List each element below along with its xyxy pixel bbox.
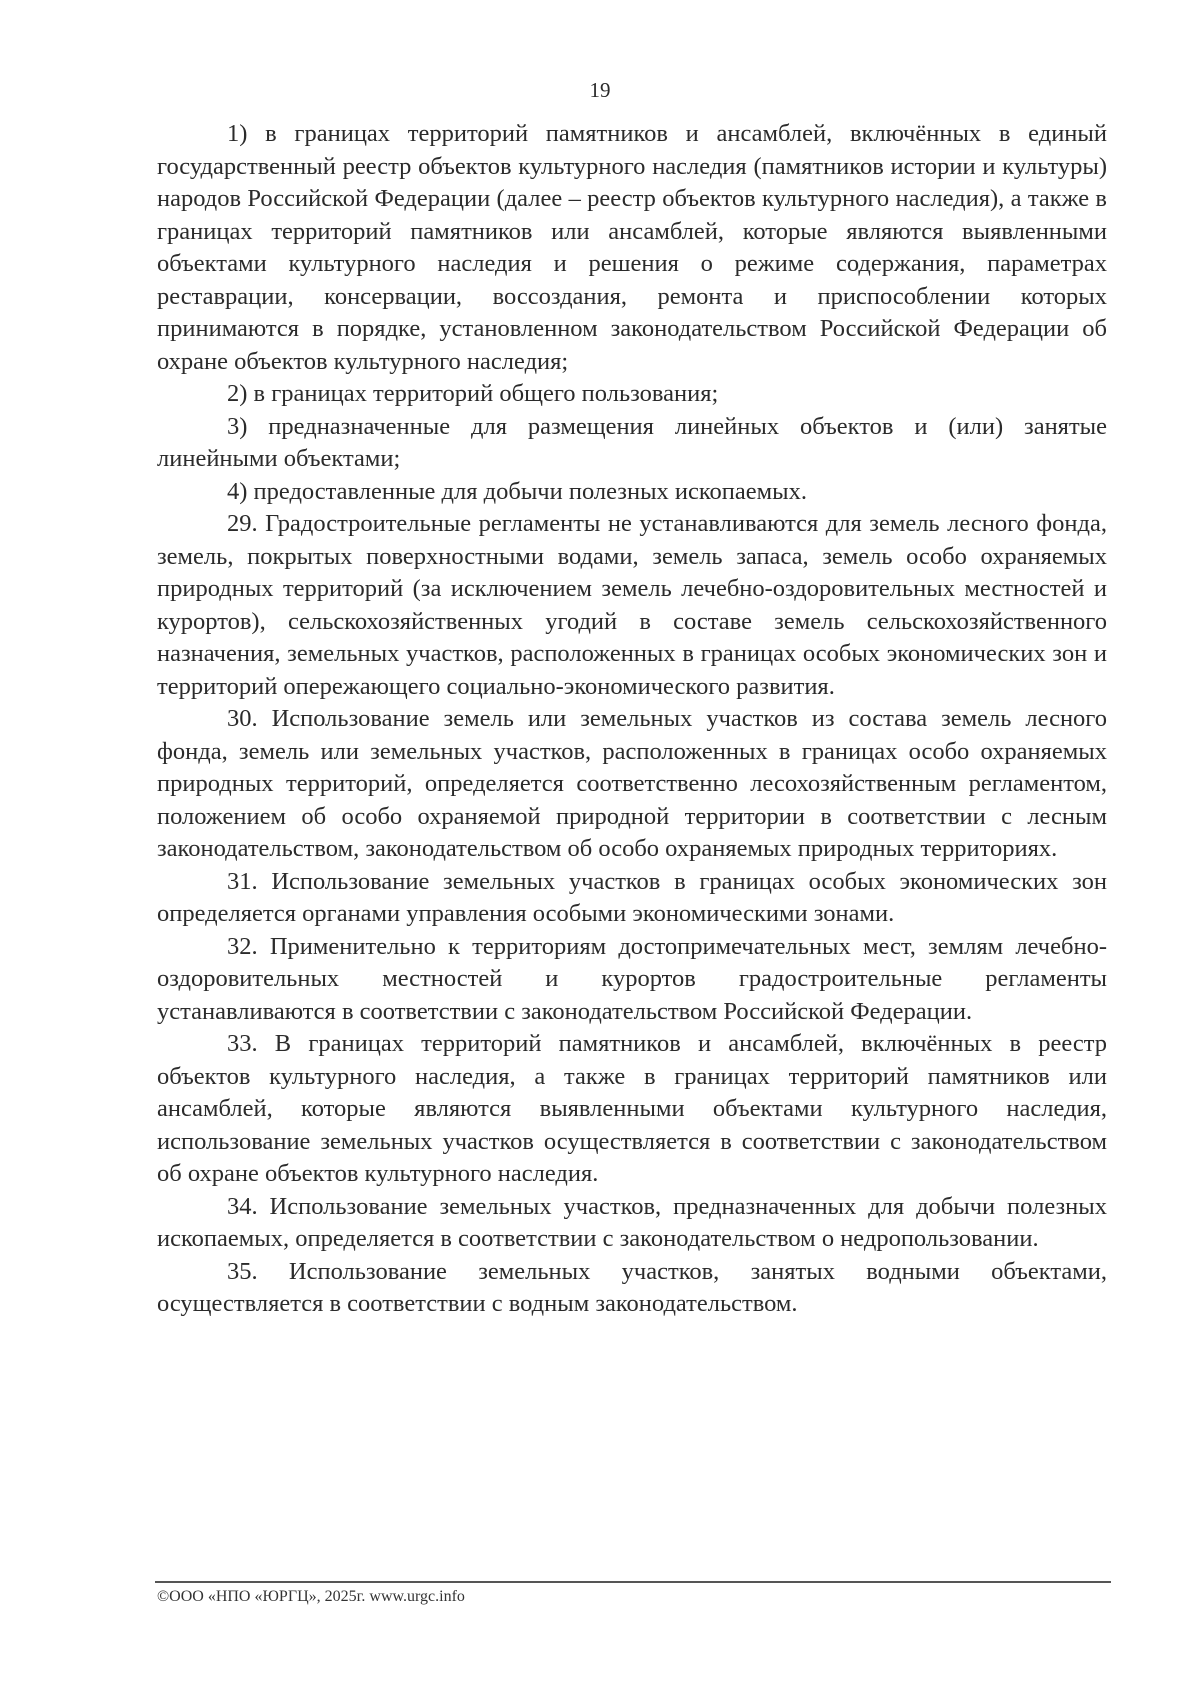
paragraph-34: 34. Использование земельных участков, предназначенных для добычи полезных ископаемых, определяется в соответствии с законодательством о недропользовании. bbox=[157, 1192, 1107, 1252]
paragraph-31: 31. Использование земельных участков в границах особых экономических зон определяется органами управления особыми экономическими зонами. bbox=[157, 867, 1107, 927]
paragraph-30: 30. Использование земель или земельных участков из состава земель лесного фонда, земель или земельных участков, расположенных в границах особо охраняемых природных территорий, определяется соответственно лесохозяйственным регламентом, положением об особо охраняемой природной территории в соответствии с лесным законодательством, законодательством об особо охраняемых природных территориях. bbox=[157, 705, 1107, 862]
paragraph-33: 33. В границах территорий памятников и ансамблей, включённых в реестр объектов культурного наследия, а также в границах территорий памятников или ансамблей, которые являются выявленными объектами культурного наследия, использование земельных участков осуществляется в соответствии с законодательством об охране объектов культурного наследия. bbox=[157, 1030, 1107, 1187]
footer-copyright: ©ООО «НПО «ЮРГЦ», 2025г. www.urgc.info bbox=[157, 1588, 465, 1605]
footer-divider bbox=[155, 1581, 1111, 1583]
document-body bbox=[157, 118, 1107, 1321]
paragraph-item-1: 1) в границах территорий памятников и ансамблей, включённых в единый государственный реестр объектов культурного наследия (памятников истории и культуры) народов Российской Федерации (далее – реестр объектов культурного наследия), а также в границах территорий памятников или ансамблей, которые являются выявленными объектами культурного наследия и решения о режиме содержания, параметрах реставрации, консервации, воссоздания, ремонта и приспособлении которых принимаются в порядке, установленном законодательством Российской Федерации об охране объектов культурного наследия; bbox=[157, 120, 1107, 375]
paragraph-item-3: 3) предназначенные для размещения линейных объектов и (или) занятые линейными объектами; bbox=[157, 412, 1107, 472]
paragraph-32: 32. Применительно к территориям достопримечательных мест, землям лечебно-оздоровительных местностей и курортов градостроительные регламенты устанавливаются в соответствии с законодательством Российской Федерации. bbox=[157, 932, 1107, 1025]
paragraph-item-2: 2) в границах территорий общего пользования; bbox=[227, 380, 719, 407]
page-number: 19 bbox=[589, 78, 611, 102]
paragraph-item-4: 4) предоставленные для добычи полезных ископаемых. bbox=[227, 477, 807, 505]
paragraph-35: 35. Использование земельных участков, занятых водными объектами, осуществляется в соответствии с водным законодательством. bbox=[157, 1257, 1107, 1317]
paragraph-29: 29. Градостроительные регламенты не устанавливаются для земель лесного фонда, земель, покрытых поверхностными водами, земель запаса, земель особо охраняемых природных территорий (за исключением земель лечебно-оздоровительных местностей и курортов), сельскохозяйственных угодий в составе земель сельскохозяйственного назначения, земельных участков, расположенных в границах особых экономических зон и территорий опережающего социально-экономического развития. bbox=[157, 510, 1107, 700]
